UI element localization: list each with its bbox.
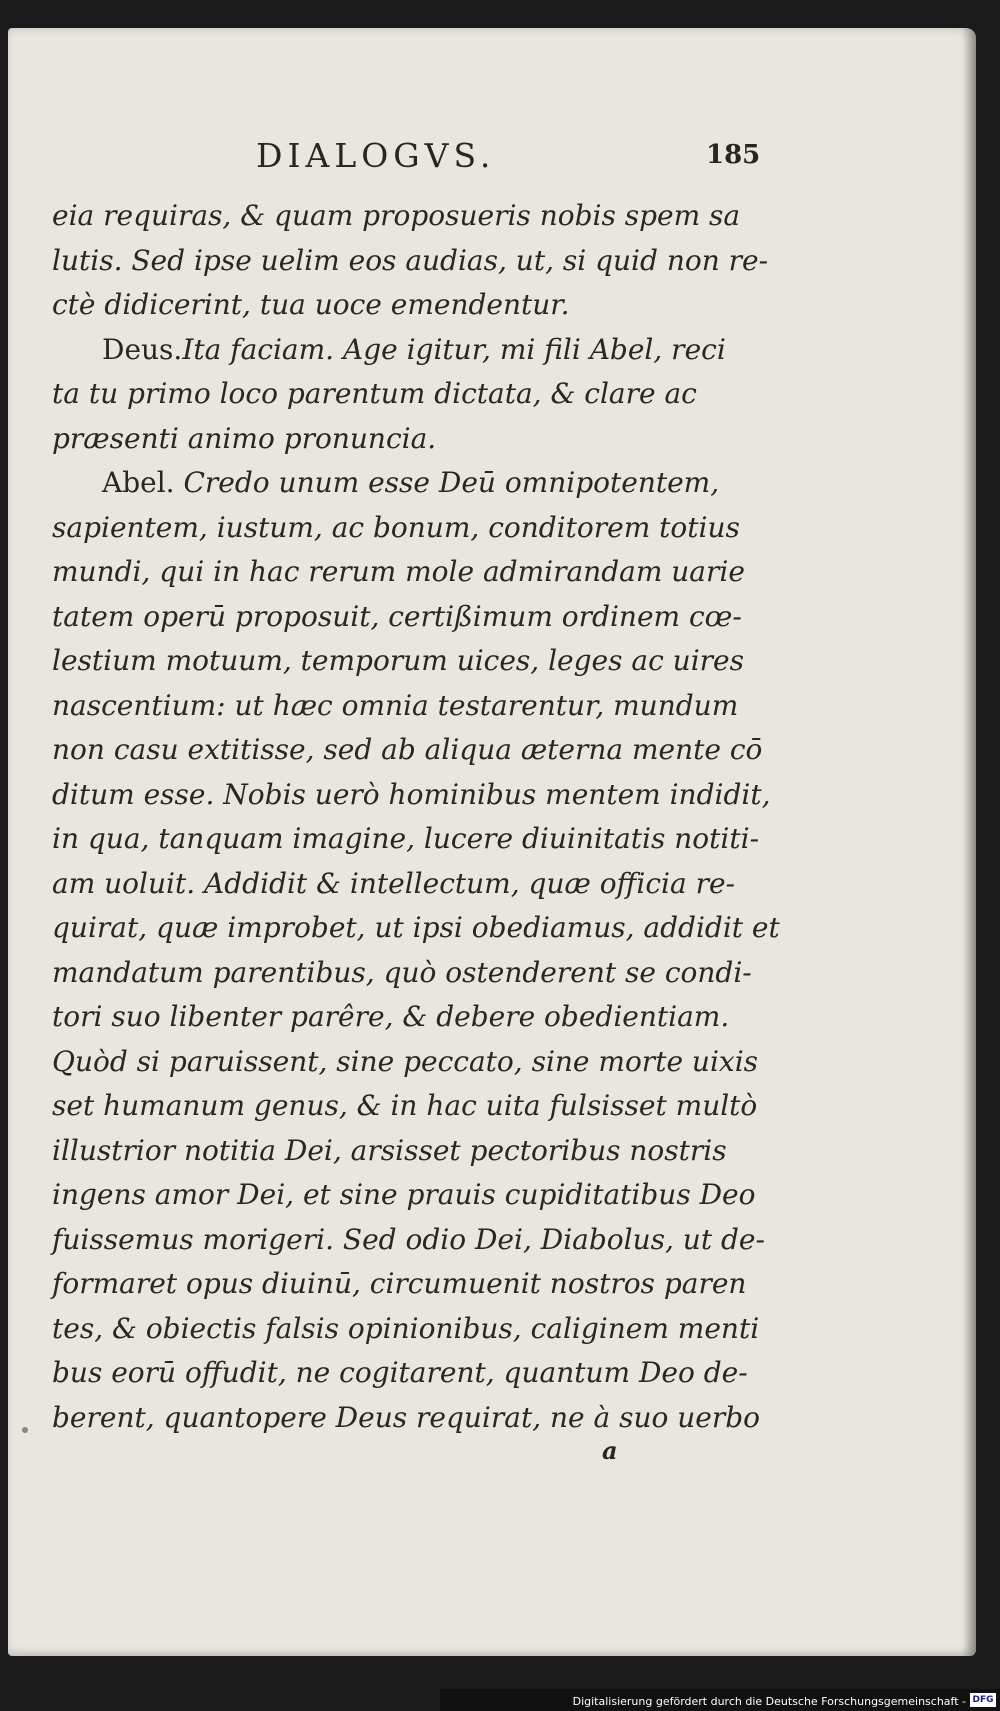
text-line: præsenti animo pronuncia.: [52, 421, 437, 455]
text-line: Quòd si paruissent, sine peccato, sine morte uixis: [52, 1044, 759, 1078]
text-line: fuissemus morigeri. Sed odio Dei, Diabolus, ut de-: [52, 1222, 765, 1256]
text-line: am uoluit. Addidit & intellectum, quæ officia re-: [52, 866, 735, 900]
text-line: mundi, qui in hac rerum mole admirandam uarie: [52, 555, 745, 588]
text-line: ditum esse. Nobis uerò hominibus mentem indidit,: [52, 777, 771, 811]
text-line: illustrior notitia Dei, arsisset pectoribus nostris: [52, 1133, 727, 1167]
text-line: tatem operū proposuit, certißimum ordinem cœ-: [52, 599, 742, 633]
dfg-logo: DFG: [970, 1693, 996, 1707]
text-line: non casu extitisse, sed ab aliqua æterna mente cō: [52, 733, 763, 766]
text-line: quirat, quæ improbet, ut ipsi obediamus, addidit et: [52, 911, 780, 944]
digitization-credit-bar: [440, 1689, 1000, 1711]
binding-shadow: [962, 28, 976, 1656]
page-number: 185: [706, 140, 761, 170]
speech-line-deus: Deus.Ita faciam. Age igitur, mi fili Abel, reci: [102, 332, 726, 366]
text-line: sapientem, iustum, ac bonum, conditorem totius: [52, 510, 740, 544]
text-line: set humanum genus, & in hac uita fulsisset multò: [52, 1089, 758, 1122]
text-line: nascentium: ut hæc omnia testarentur, mundum: [52, 688, 739, 722]
signature-mark: a: [602, 1436, 618, 1465]
credit-text: Digitalisierung gefördert durch die Deutsche Forschungsgemeinschaft -: [572, 1695, 966, 1708]
paper-speck: [22, 1427, 28, 1433]
text-line: berent, quantopere Deus requirat, ne à suo uerbo: [52, 1400, 761, 1434]
body-text: [52, 194, 780, 1440]
text-line: lestium motuum, temporum uices, leges ac uires: [52, 644, 744, 677]
text-line: in qua, tanquam imagine, lucere diuinitatis notiti-: [52, 822, 760, 855]
book-page: [8, 28, 976, 1656]
speaker-name: Deus.: [102, 332, 183, 366]
text-line: formaret opus diuinū, circumuenit nostros paren: [52, 1267, 747, 1300]
text-line: mandatum parentibus, quò ostenderent se condi-: [52, 955, 752, 989]
running-head-title: DIALOGVS.: [256, 136, 496, 175]
text-line: ctè didicerint, tua uoce emendentur.: [52, 288, 570, 321]
text-line: lutis. Sed ipse uelim eos audias, ut, si quid non re-: [52, 243, 769, 277]
text-line: tori suo libenter parêre, & debere obedientiam.: [52, 1000, 730, 1033]
text-line: ingens amor Dei, et sine prauis cupiditatibus Deo: [52, 1178, 756, 1211]
text-line: ta tu primo loco parentum dictata, & clare ac: [52, 377, 697, 410]
text-line: tes, & obiectis falsis opinionibus, caliginem menti: [52, 1311, 760, 1345]
running-head: [8, 136, 976, 186]
text-line: bus eorū offudit, ne cogitarent, quantum Deo de-: [52, 1356, 748, 1389]
text-line: eia requiras, & quam proposueris nobis spem sa: [52, 199, 741, 232]
speaker-name: Abel.: [102, 466, 175, 499]
speech-line-abel: Abel. Credo unum esse Deū omnipotentem,: [102, 466, 720, 499]
